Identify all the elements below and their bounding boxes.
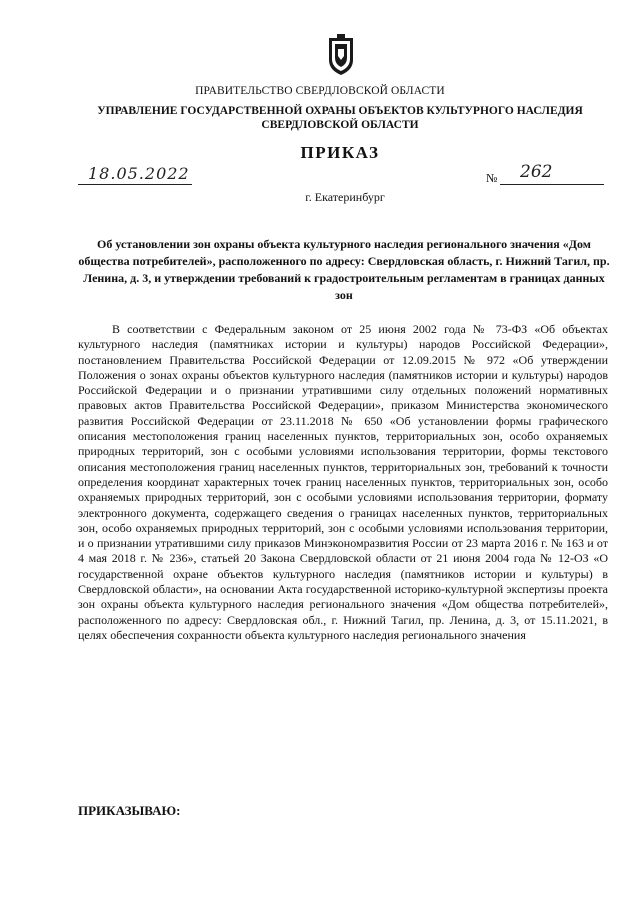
number-label: № xyxy=(486,171,498,185)
handwritten-date: 18.05.2022 xyxy=(88,164,190,183)
city-line: г. Екатеринбург xyxy=(305,190,385,204)
document-title: ПРИКАЗ xyxy=(300,143,380,162)
order-directive: ПРИКАЗЫВАЮ: xyxy=(78,803,181,818)
government-header: ПРАВИТЕЛЬСТВО СВЕРДЛОВСКОЙ ОБЛАСТИ xyxy=(195,85,445,97)
order-subject: Об установлении зон охраны объекта культурного наследия регионального значения «Дом общества потребителей», расположенного по адресу: Свердловская область, г. Нижний Тагил, пр. Ленина, д. 3, и утверждении требований к градостроительным регламентам в границах данных зон xyxy=(78,237,610,302)
preamble-paragraph: В соответствии с Федеральным законом от 25 июня 2002 года № 73-ФЗ «Об объектах культурного наследия (памятниках истории и культуры) народов Российской Федерации», постановлением Правительства Российской Федерации от 12.09.2015 № 972 «Об утверждении Положения о зонах охраны объектов культурного наследия (памятников истории и культуры) народов Российской Федерации и о признании утратившими силу отдельных положений нормативных правовых актов Правительства Российской Федерации», приказом Министерства экономического развития Российской Федерации от 23.11.2018 № 650 «Об установлении формы графического описания местоположения границ населенных пунктов, территориальных зон, особо охраняемых природных территорий, зон с особыми условиями использования территории, формы текстового описания местоположения границ населенных пунктов, территориальных зон, требований к точности определения координат характерных точек границ населенных пунктов, территориальных зон, особо охраняемых природных территорий, зон с особыми условиями использования территории, формату электронного документа, содержащего сведения о границах населенных пунктов, территориальных зон, особо охраняемых природных территорий, зон с особыми условиями использования территории, и о признании утратившими силу приказов Минэкономразвития России от 23 марта 2016 г. № 163 и от 4 мая 2018 г. № 236», статьей 20 Закона Свердловской области от 21 июня 2004 года № 12-ОЗ «О государственной охране объектов культурного наследия (памятников истории и культуры) в Свердловской области», на основании Акта государственной историко-культурной экспертизы проекта зон охраны объекта культурного наследия регионального значения «Дом общества потребителей», расположенного по адресу: Свердловская обл., г. Нижний Тагил, пр. Ленина, д. 3, от 15.11.2021, в целях обеспечения сохранности объекта культурного наследия регионального значения xyxy=(78,322,608,642)
department-header: УПРАВЛЕНИЕ ГОСУДАРСТВЕННОЙ ОХРАНЫ ОБЪЕКТОВ КУЛЬТУРНОГО НАСЛЕДИЯ СВЕРДЛОВСКОЙ ОБЛАСТИ xyxy=(97,105,583,131)
coat-of-arms-icon xyxy=(326,34,356,76)
handwritten-number: 262 xyxy=(520,162,553,182)
